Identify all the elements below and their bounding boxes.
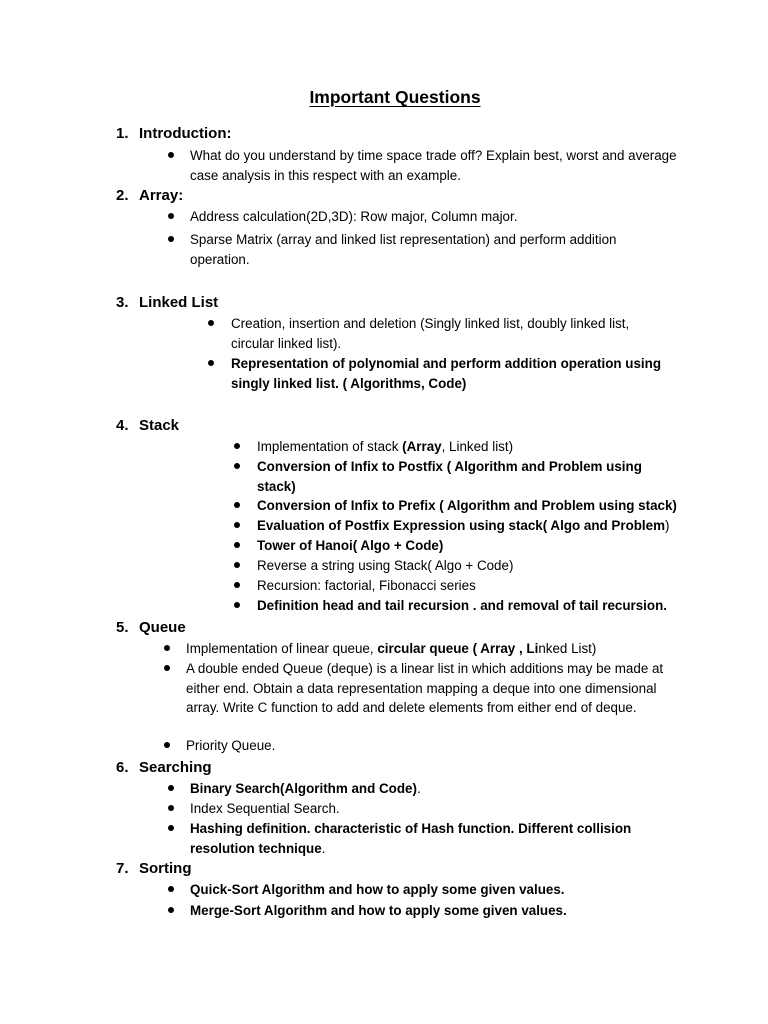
- bullet-icon: [164, 665, 170, 671]
- text-run: Implementation of linear queue,: [186, 641, 378, 656]
- list-item: [234, 576, 682, 596]
- bold-text-run: Merge-Sort Algorithm and how to apply some given values.: [190, 903, 567, 918]
- list-item-text: [257, 516, 682, 536]
- section-title: Stack: [139, 417, 180, 434]
- text-run: Creation, insertion and deletion (Singly linked list, doubly linked list, circular linked list).: [231, 316, 630, 351]
- section-number: 3.: [116, 294, 129, 311]
- bold-text-run: Conversion of Infix to Prefix ( Algorithm and Problem using stack): [257, 498, 677, 513]
- text-run: Implementation of stack: [257, 439, 403, 454]
- bullet-icon: [168, 236, 174, 242]
- bullet-icon: [168, 825, 174, 831]
- list-item: [168, 207, 660, 227]
- section-heading: [116, 758, 212, 778]
- bullet-icon: [168, 213, 174, 219]
- bullet-icon: [234, 463, 240, 469]
- list-item: [208, 314, 671, 353]
- list-item-text: [257, 596, 682, 616]
- section-title: Introduction:: [139, 125, 232, 142]
- list-item-text: [186, 659, 681, 718]
- list-item: [168, 779, 640, 799]
- list-item-text: [257, 536, 682, 556]
- section-number: 2.: [116, 187, 129, 204]
- bold-text-run: Conversion of Infix to Postfix ( Algorithm and Problem using stack): [257, 459, 642, 494]
- bold-text-run: Quick-Sort Algorithm and how to apply some given values.: [190, 882, 565, 897]
- section-title: Queue: [139, 619, 186, 636]
- list-item: [234, 516, 682, 536]
- text-run: Index Sequential Search.: [190, 801, 340, 816]
- section-heading: [116, 293, 218, 313]
- text-run: Priority Queue.: [186, 738, 276, 753]
- bold-text-run: Hashing definition. characteristic of Hash function. Different collision resolution technique: [190, 821, 632, 856]
- bullet-icon: [208, 360, 214, 366]
- text-run: What do you understand by time space trade off? Explain best, worst and average case analysis in this respect with an example.: [190, 148, 677, 183]
- section-heading: [116, 416, 179, 436]
- bullet-icon: [234, 542, 240, 548]
- bullet-icon: [234, 443, 240, 449]
- bullet-icon: [168, 886, 174, 892]
- list-item-text: [257, 437, 682, 457]
- section-number: 6.: [116, 759, 129, 776]
- list-item: [168, 230, 660, 269]
- list-item: [168, 146, 680, 185]
- bold-text-run: (Array: [402, 439, 442, 454]
- list-item-text: [190, 799, 640, 819]
- section-number: 5.: [116, 619, 129, 636]
- list-item: [168, 819, 640, 858]
- bullet-icon: [164, 742, 170, 748]
- list-item-text: [257, 457, 682, 496]
- list-item-text: [190, 779, 640, 799]
- bullet-icon: [168, 907, 174, 913]
- bullet-icon: [168, 805, 174, 811]
- section-number: 7.: [116, 860, 129, 877]
- text-run: ): [665, 518, 670, 533]
- list-item-text: [190, 819, 640, 858]
- bold-text-run: Representation of polynomial and perform addition operation using singly linked list. ( Algorithms, Code): [231, 356, 662, 391]
- list-item: [234, 457, 682, 496]
- list-item: [164, 659, 681, 718]
- text-run: Sparse Matrix (array and linked list representation) and perform addition operation.: [190, 232, 617, 267]
- text-run: nked List): [538, 641, 597, 656]
- list-item: [234, 556, 682, 576]
- text-run: A double ended Queue (deque) is a linear list in which additions may be made at either end. Obtain a data representation mapping a deque into one dimensional array. Write C function to add and delete elements from either end of deque.: [186, 661, 664, 716]
- section-title: Searching: [139, 759, 212, 776]
- bullet-icon: [234, 602, 240, 608]
- list-item: [234, 596, 682, 616]
- section-number: 4.: [116, 417, 129, 434]
- list-item-text: [190, 146, 680, 185]
- bullet-icon: [234, 562, 240, 568]
- section-heading: [116, 859, 192, 879]
- bullet-icon: [164, 645, 170, 651]
- text-run: Address calculation(2D,3D): Row major, Column major.: [190, 209, 518, 224]
- section-title: Sorting: [139, 860, 192, 877]
- section-title: Linked List: [139, 294, 219, 311]
- bold-text-run: circular queue ( Array , Li: [377, 641, 539, 656]
- list-item: [208, 354, 671, 393]
- page-title: Important Questions: [309, 87, 481, 107]
- bullet-icon: [234, 582, 240, 588]
- list-item-text: [257, 556, 682, 576]
- list-item: [168, 901, 660, 921]
- list-item: [168, 880, 660, 900]
- section-title: Array:: [139, 187, 184, 204]
- text-run: .: [416, 781, 421, 796]
- list-item-text: [190, 901, 660, 921]
- text-run: .: [321, 840, 326, 856]
- bold-text-run: Tower of Hanoi( Algo + Code): [257, 538, 444, 553]
- text-run: , Linked list): [441, 439, 514, 454]
- section-heading: [116, 124, 231, 144]
- bold-text-run: Definition head and tail recursion . and removal of tail recursion.: [257, 598, 667, 613]
- list-item: [234, 496, 682, 516]
- section-heading: [116, 618, 186, 638]
- list-item-text: [190, 880, 660, 900]
- list-item-text: [257, 576, 682, 596]
- list-item-text: [231, 314, 671, 353]
- section-heading: [116, 186, 183, 206]
- bullet-icon: [234, 522, 240, 528]
- text-run: Recursion: factorial, Fibonacci series: [257, 578, 476, 593]
- list-item-text: [186, 736, 681, 756]
- bullet-icon: [168, 152, 174, 158]
- bullet-icon: [168, 785, 174, 791]
- bold-text-run: Evaluation of Postfix Expression using stack( Algo and Problem: [257, 518, 665, 533]
- list-item: [164, 639, 681, 659]
- list-item-text: [190, 230, 660, 269]
- list-item-text: [257, 496, 682, 516]
- section-number: 1.: [116, 125, 129, 142]
- list-item: [234, 437, 682, 457]
- list-item-text: [190, 207, 660, 227]
- bullet-icon: [234, 502, 240, 508]
- bullet-icon: [208, 320, 214, 326]
- bold-text-run: Binary Search(Algorithm and Code): [190, 781, 417, 796]
- text-run: Reverse a string using Stack( Algo + Code): [257, 558, 514, 573]
- list-item-text: [231, 354, 671, 393]
- list-item-text: [186, 639, 681, 659]
- list-item: [234, 536, 682, 556]
- list-item: [164, 736, 681, 756]
- list-item: [168, 799, 640, 819]
